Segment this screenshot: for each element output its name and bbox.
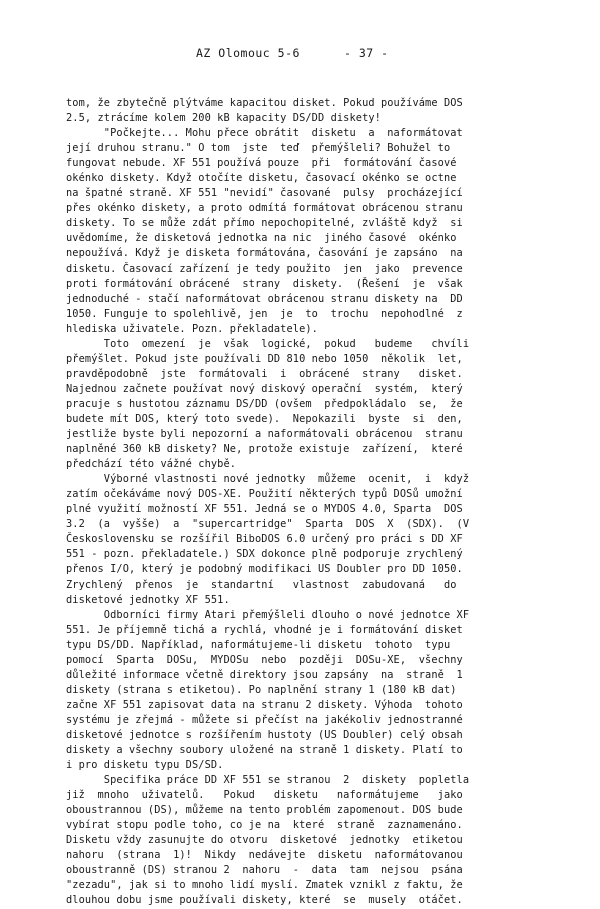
text-line: Specifika práce DD XF 551 se stranou 2 diskety popletla [66,774,470,787]
text-line: Odborníci firmy Atari přemýšleli dlouho o nové jednotce XF [66,608,470,621]
text-line: 551 - pozn. překladatele.) SDX dokonce plně podporuje zrychlený [66,548,463,561]
text-line: dlouhou dobu jsme používali diskety, které se musely otáčet. [66,894,463,907]
text-line: Výborné vlastnosti nové jednotky můžeme ocenit, i když [66,473,470,486]
text-line: pracuje s hustotou záznamu DS/DD (ovšem předpokládalo se, že [66,397,463,410]
text-line: proti formátování obrácené strany diskety. (Řešení je však [66,277,463,290]
text-line: Najednou začnete používat nový diskový operační systém, který [66,382,463,395]
text-line: i pro disketu typu DS/SD. [66,759,224,772]
text-line: systému je zřejmá - můžete si přečíst na jakékoliv jednostranné [66,713,463,726]
text-line: oboustranně (DS) stranou 2 nahoru - data tam nejsou psána [66,864,463,877]
text-line: jednoduché - stačí naformátovat obrácenou stranu diskety na DD [66,292,463,305]
text-line: Zrychlený přenos je standartní vlastnost zabudovaná do [66,578,457,591]
text-line: důležité informace včetně direktory jsou zapsány na straně 1 [66,668,463,681]
text-line: již mnoho uživatelů. Pokud disketu naformátujeme jako [66,789,463,802]
article-body [66,96,552,909]
text-line: disketu. Časovací zařízení je tedy použito jen jako prevence [66,262,463,275]
text-line: začne XF 551 zapisovat data na stranu 2 diskety. Výhoda tohoto [66,698,463,711]
text-line: uvědomíme, že disketová jednotka na nic jiného časové okénko [66,232,457,245]
text-line: Československu se rozšířil BiboDOS 6.0 určený pro práci s DD XF [66,533,463,546]
text-line: typu DS/DD. Například, naformátujeme-li disketu tohoto typu [66,638,451,651]
text-line: její druhou stranu." O tom jste teď přemýšleli? Bohužel to [66,142,451,155]
text-line: 3.2 (a vyšše) a "supercartridge" Sparta DOS X (SDX). (V [66,518,470,531]
text-line: diskety (strana s etiketou). Po naplnění strany 1 (180 kB dat) [66,683,457,696]
text-line: předchází této vážné chybě. [66,458,237,471]
text-line: 1050. Funguje to spolehlivě, jen je to trochu nepohodlné z [66,307,463,320]
text-line: přenos I/O, který je podobný modifikaci US Doubler pro DD 1050. [66,563,463,576]
text-line: jestliže byste byli nepozorní a naformátovali obrácenou stranu [66,428,463,441]
text-line: na špatné straně. XF 551 "nevidí" časované pulsy procházející [66,187,463,200]
text-line: pravděpodobně jste formátovali i obrácené strany disket. [66,367,463,380]
page-number: - 37 - [344,46,389,60]
text-line: 551. Je příjemně tichá a rychlá, vhodné je i formátování disket [66,623,463,636]
text-line: zatím očekáváme nový DOS-XE. Použití některých typů DOSů umožní [66,488,463,501]
text-line: fungovat nebude. XF 551 používá pouze při formátování časové [66,157,457,170]
text-line: oboustrannou (DS), můžeme na tento problém zapomenout. DOS bude [66,804,463,817]
text-line: diskety a všechny soubory uložené na straně 1 diskety. Platí to [66,744,463,757]
text-line: disketové jednotky XF 551. [66,593,230,606]
text-line: nepoužívá. Když je disketa formátována, časování je zapsáno na [66,247,463,260]
text-line: Disketu vždy zasunujte do otvoru disketové jednotky etiketou [66,834,463,847]
text-line: disketové jednotce s rozšířením hustoty (US Doubler) celý obsah [66,728,463,741]
text-line: přes okénko diskety, a proto odmítá formátovat obrácenou stranu [66,202,463,215]
text-line: hlediska uživatele. Pozn. překladatele). [66,322,318,335]
text-line: pomocí Sparta DOSu, MYDOSu nebo později DOSu-XE, všechny [66,653,463,666]
text-line: vybírat stopu podle toho, co je na které straně zaznamenáno. [66,819,463,832]
text-line: naplněné 360 kB diskety? Ne, protože existuje zařízení, které [66,443,463,456]
text-line: nahoru (strana 1)! Nikdy nedávejte disketu naformátovanou [66,849,463,862]
text-line: tom, že zbytečně plýtváme kapacitou disket. Pokud používáme DOS [66,97,463,109]
text-line: "zezadu", jak si to mnoho lidí myslí. Zmatek vznikl z faktu, že [66,879,463,892]
text-line: Toto omezení je však logické, pokud budeme chvíli [66,337,470,350]
text-line: 2.5, ztrácíme kolem 200 kB kapacity DS/DD diskety! [66,112,381,125]
text-line: "Počkejte... Mohu přece obrátit disketu a naformátovat [66,127,463,140]
header-title: AZ Olomouc 5-6 [196,46,300,60]
text-line: přemýšlet. Pokud jste používali DD 810 nebo 1050 několik let, [66,352,463,365]
text-line: diskety. To se může zdát přímo nepochopitelné, zvláště když si [66,217,463,230]
text-line: budete mít DOS, který toto svede). Nepokazili byste si den, [66,412,463,425]
text-line: okénko diskety. Když otočíte disketu, časovací okénko se octne [66,172,457,185]
text-line: plné využití možností XF 551. Jedná se o MYDOS 4.0, Sparta DOS [66,503,463,516]
